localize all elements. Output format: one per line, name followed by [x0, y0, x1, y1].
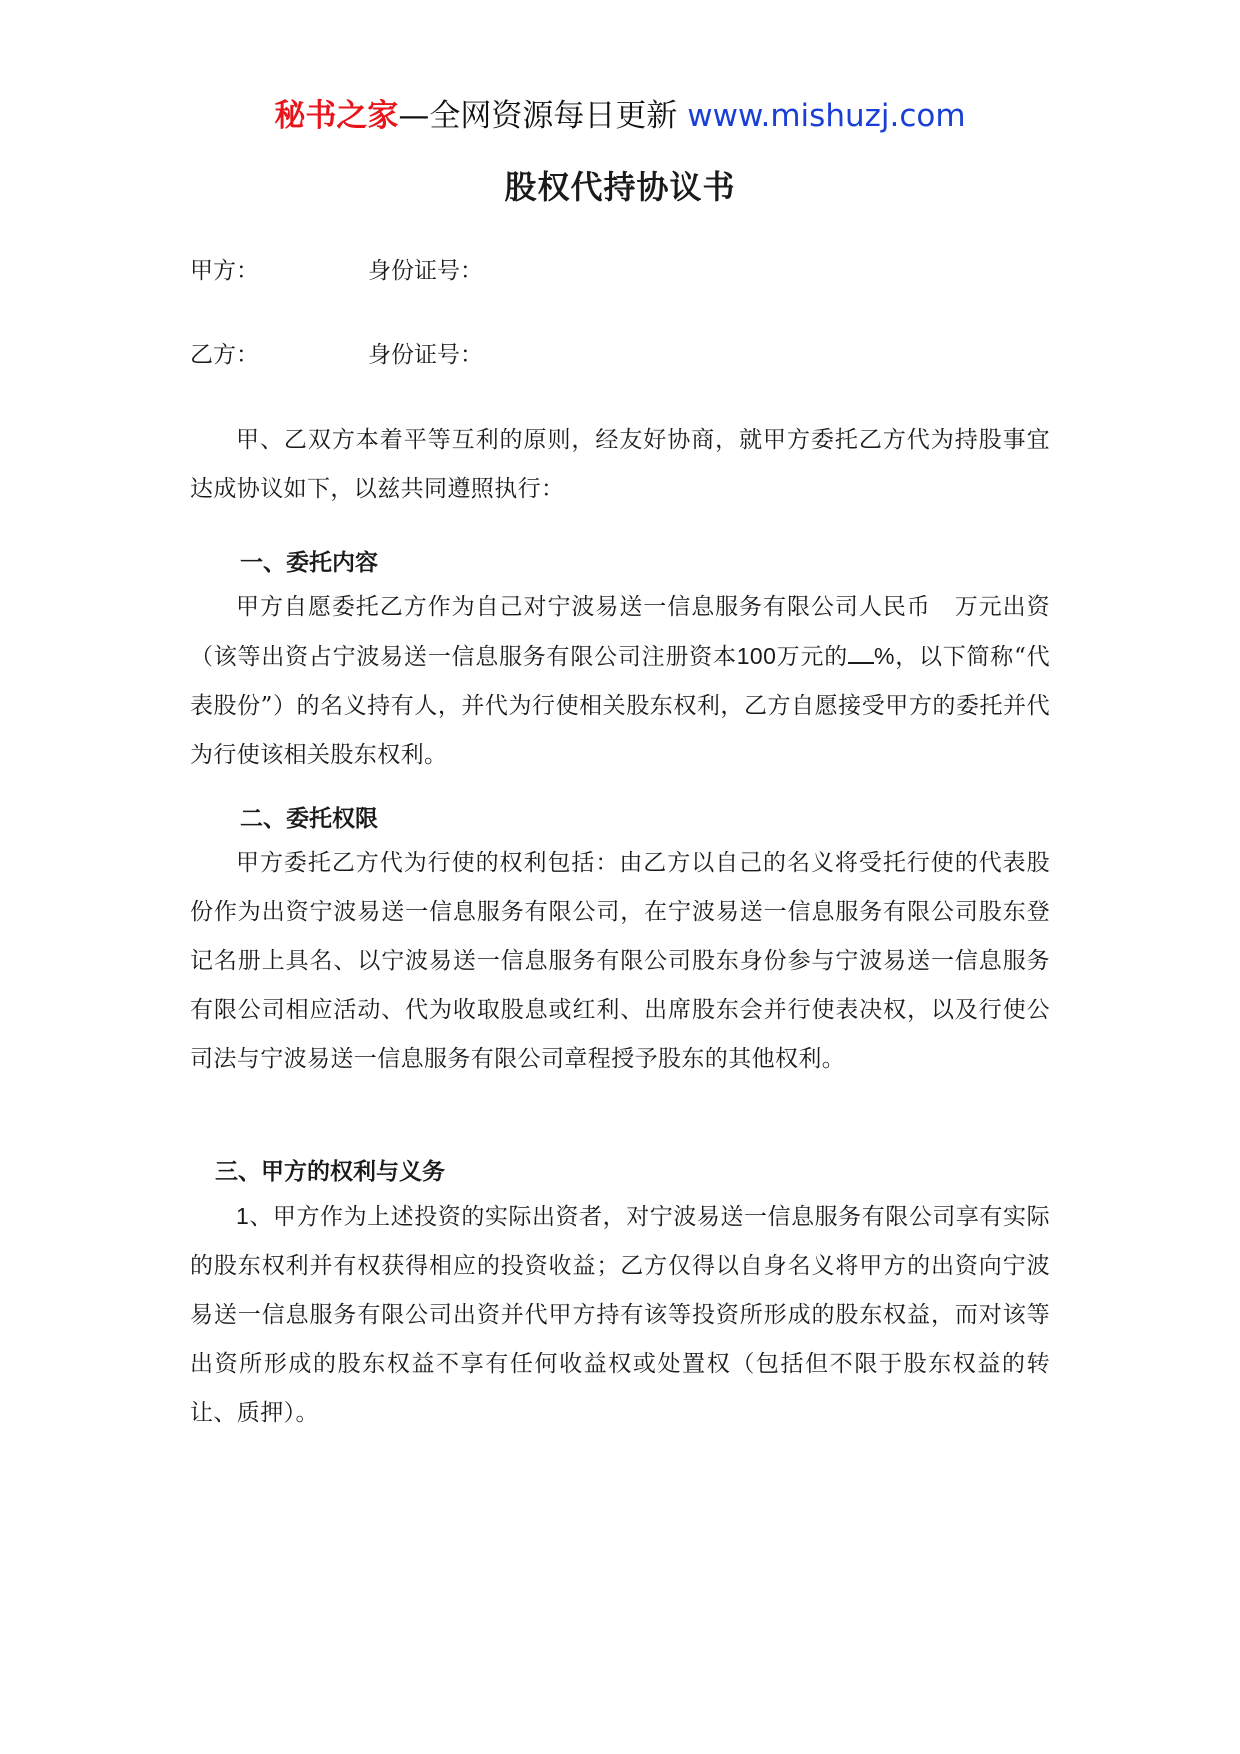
section1-body [190, 583, 1050, 780]
intro-paragraph-block [190, 416, 1050, 514]
section3-item1-text: 、甲方作为上述投资的实际出资者，对宁波易送一信息服务有限公司享有实际的股东权利并有权获得相应的投资收益；乙方仅得以自身名义将甲方的出资向宁波易送一信息服务有限公司出资并代甲方持有该等投资所形成的股东权益，而对该等出资所形成的股东权益不享有任何收益权或处置权（包括但不限于股东权益的转让、质押）。 [190, 1204, 1050, 1426]
party-b-label: 乙方： [190, 342, 259, 368]
document-title: 股权代持协议书 [504, 168, 736, 206]
section3-heading: 三、甲方的权利与义务 [215, 1159, 445, 1185]
section1-text-part2: 万元的 [776, 644, 848, 670]
site-url-link[interactable]: www.mishuzj.com [687, 98, 966, 134]
section1-paragraph [190, 583, 1050, 780]
section2-heading: 二、委托权限 [240, 806, 378, 832]
section2-paragraph: 甲方委托乙方代为行使的权利包括：由乙方以自己的名义将受托行使的代表股份作为出资宁波易送一信息服务有限公司，在宁波易送一信息服务有限公司股东登记名册上具名、以宁波易送一信息服务有限公司股东身份参与宁波易送一信息服务有限公司相应活动、代为收取股息或红利、出席股东会并行使表决权，以及行使公司法与宁波易送一信息服务有限公司章程授予股东的其他权利。 [190, 850, 1050, 1072]
intro-paragraph: 甲、乙双方本着平等互利的原则，经友好协商，就甲方委托乙方代为持股事宜达成协议如下，以兹共同遵照执行： [190, 427, 1050, 502]
party-a-label: 甲方： [190, 258, 259, 284]
section3-body [190, 1192, 1050, 1438]
section3-item1-number: 1 [236, 1203, 250, 1229]
site-header [0, 96, 1240, 136]
party-b-id-label: 身份证号： [368, 342, 483, 368]
brand-name: 秘书之家 [274, 98, 399, 134]
section1-text-part1: 甲方自愿委托乙方作为自己对宁波易送一信息服务有限公司人民币 万元出资（该等出资占宁波易送一信息服务有限公司注册资本 [190, 594, 1050, 670]
party-a-row [190, 255, 483, 287]
percentage-blank [848, 640, 874, 664]
section3-item1 [190, 1192, 1050, 1438]
section2-body [190, 839, 1050, 1084]
party-b-row [190, 339, 483, 371]
section1-text-part3: ，以下简称“代表股份”）的名义持有人，并代为行使相关股东权利，乙方自愿接受甲方的委托并代为行使该相关股东权利。 [190, 644, 1051, 768]
percent-sign: % [874, 643, 895, 669]
section1-heading: 一、委托内容 [240, 550, 378, 576]
header-tagline: —全网资源每日更新 [398, 98, 678, 134]
registered-capital-amount: 100 [736, 643, 777, 669]
party-a-id-label: 身份证号： [368, 258, 483, 284]
